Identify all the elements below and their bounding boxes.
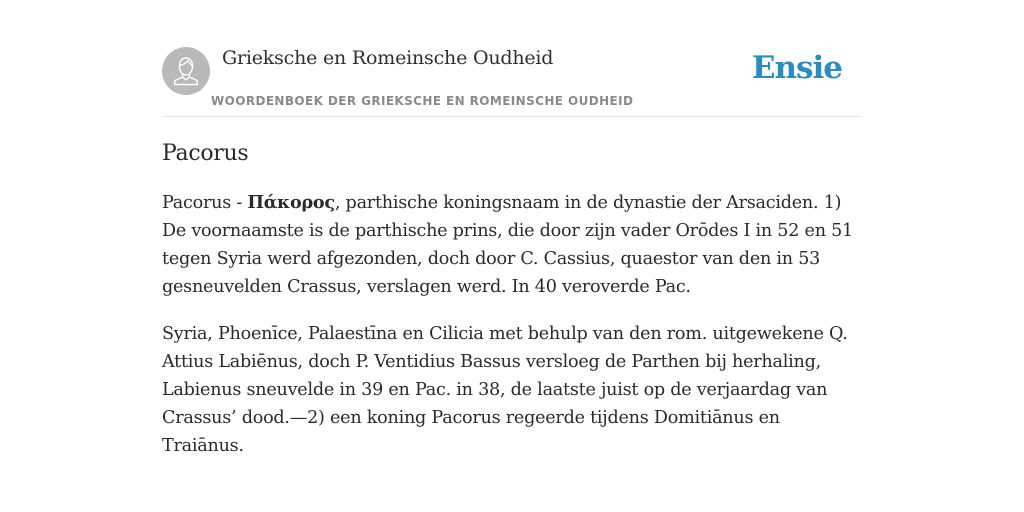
header — [162, 44, 862, 117]
user-placeholder-icon — [162, 47, 210, 95]
site-subtitle: WOORDENBOEK DER GRIEKSCHE EN ROMEINSCHE OUDHEID — [211, 94, 634, 108]
site-title[interactable]: Grieksche en Romeinsche Oudheid — [222, 47, 554, 69]
greek-term: Πάκορος — [247, 192, 335, 213]
brand-logo[interactable]: Ensie — [751, 50, 842, 86]
entry-title: Pacorus — [162, 141, 249, 166]
page — [162, 44, 862, 460]
entry-paragraph-2: Syria, Phoenīce, Palaestīna en Cilicia met behulp van den rom. uitgewekene Q. Attius Labiēnus, doch P. Ventidius Bassus versloeg de Parthen bij herhaling, Labienus sneuvelde in 39 en Pac. in 38, de laatste juist op de verjaardag van Crassus’ dood.—2) een koning Pacorus regeerde tijdens Domitiānus en Traiānus. — [162, 324, 848, 456]
avatar[interactable] — [162, 47, 210, 95]
entry-lead: Pacorus - — [162, 193, 248, 213]
entry-paragraph-1 — [162, 189, 862, 301]
entry-paragraph-1-text: , parthische koningsnaam in de dynastie der Arsaciden. 1) De voornaamste is de parthische prins, die door zijn vader Orōdes I in 52 en 51 tegen Syria werd afgezonden, doch door C. Cassius, quaestor van den in 53 gesneuvelden Crassus, verslagen werd. In 40 veroverde Pac. — [162, 193, 854, 297]
